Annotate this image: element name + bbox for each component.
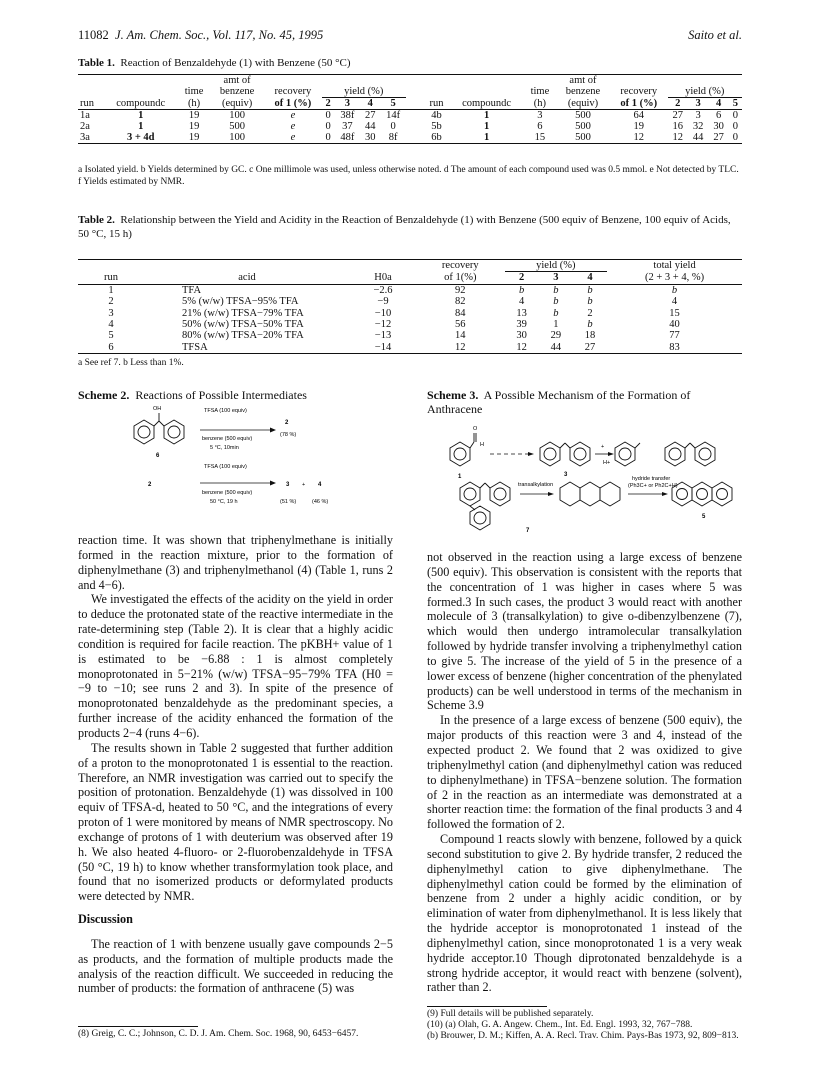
table-row <box>78 342 742 354</box>
cell: 0 <box>732 110 739 121</box>
cell: 0 <box>732 121 739 132</box>
table-row <box>78 319 742 330</box>
t1-run-head-b: run <box>429 97 444 109</box>
cell: 5 <box>108 330 114 342</box>
cell: 1 <box>483 121 490 132</box>
t2-col2: 2 <box>519 272 525 284</box>
cell: 37 <box>342 121 353 132</box>
cell: e <box>290 121 296 132</box>
r1-reagent-top: TFSA (100 equiv) <box>204 408 247 414</box>
hplus-label: H+ <box>603 460 611 466</box>
scheme2-drawing <box>100 402 400 517</box>
cell: b <box>587 296 593 308</box>
t1-run-head: run <box>80 97 94 109</box>
cell: 13 <box>516 307 527 319</box>
cell: 19 <box>188 110 200 121</box>
cell: 83 <box>669 341 680 353</box>
table-row <box>78 121 742 132</box>
cell: −10 <box>374 307 392 319</box>
cell: 27 <box>365 110 376 121</box>
t1-time-line2-b: (h) <box>533 97 547 109</box>
r2-yield3: (51 %) <box>280 499 297 505</box>
t1-col4: 4 <box>367 98 373 109</box>
cell: 84 <box>455 307 466 319</box>
cell: 19 <box>188 132 200 143</box>
table1-caption-label: Table 1. <box>78 57 115 69</box>
scheme2-caption-text: Reactions of Possible Intermediates <box>135 388 307 402</box>
table1-caption <box>78 56 351 70</box>
cell: 14f <box>386 110 401 121</box>
page-number: 11082 <box>78 28 109 42</box>
t1-amt-line2-b: benzene <box>565 86 601 98</box>
t1-compound-head-b: compoundc <box>462 97 512 109</box>
mech-label-3: 3 <box>564 472 568 478</box>
hydride-reagent-label: (Ph3C+ or Ph2C+H) <box>628 483 678 489</box>
t2-col4: 4 <box>587 272 593 284</box>
footnote-rule <box>78 1026 198 1027</box>
t2-recovery-line2: of 1(%) <box>444 272 477 284</box>
r1-product: 2 <box>285 420 289 426</box>
cell: −2.6 <box>373 284 393 296</box>
cell: TFSA <box>182 341 208 353</box>
cell: 18 <box>584 330 596 342</box>
t1-recovery-line1: recovery <box>274 86 312 98</box>
cell: 12 <box>672 132 683 143</box>
footnote-8: (8) Greig, C. C.; Johnson, C. D. J. Am. Chem. Soc. 1968, 90, 6453−6457. <box>78 1029 359 1039</box>
cell: 2 <box>108 296 114 308</box>
cell: 82 <box>455 296 466 308</box>
cell: 44 <box>365 121 376 132</box>
running-header <box>78 28 742 48</box>
cell: b <box>587 319 593 331</box>
scheme3-caption-label: Scheme 3. <box>427 388 479 402</box>
author-names: Saito et al. <box>688 28 742 42</box>
t1-time-line1: time <box>184 86 204 98</box>
t1-col2: 2 <box>325 98 331 109</box>
cell: 30 <box>516 330 527 342</box>
cell: 44 <box>692 132 704 143</box>
cell: 4b <box>431 110 442 121</box>
cell: 1 <box>553 319 559 331</box>
cell: 48f <box>340 132 355 143</box>
cell: 38f <box>340 110 355 121</box>
t2-run-head: run <box>104 272 118 284</box>
cell: 500 <box>229 121 245 132</box>
header-left <box>78 28 323 43</box>
cell: 15 <box>534 132 546 143</box>
cell: 32 <box>692 121 704 132</box>
mech-plus: + <box>601 444 605 450</box>
cell: 19 <box>633 121 645 132</box>
cell: 16 <box>672 121 683 132</box>
cell: b <box>553 284 559 296</box>
cell: 40 <box>669 319 680 331</box>
cell: 12 <box>633 132 645 143</box>
left-footnotes <box>78 1026 393 1040</box>
cell: −12 <box>374 319 392 331</box>
cell: 12 <box>516 341 527 353</box>
cell: TFA <box>182 284 202 296</box>
r2-product4: 4 <box>318 482 322 488</box>
cell: 5% (w/w) TFSA−95% TFA <box>182 296 299 308</box>
scheme3-drawing <box>440 420 740 540</box>
cell: −14 <box>374 341 392 353</box>
cell: 2 <box>587 307 593 319</box>
t1-time-line1-b: time <box>530 86 550 98</box>
footnote-10a: (10) (a) Olah, G. A. Angew. Chem., Int. Ed. Engl. 1993, 32, 767−788. <box>427 1020 693 1030</box>
cell: 3 <box>108 307 114 319</box>
cell: 6 <box>108 341 114 353</box>
cell: 14 <box>455 330 466 342</box>
cell: 100 <box>229 132 245 143</box>
t2-recovery-line1: recovery <box>441 260 479 272</box>
cell: 1 <box>483 132 490 143</box>
body-paragraph: The results shown in Table 2 suggested that further addition of a proton to the monoprotonated 1 is essential to the reaction. Therefore, an NMR investigation was carried out to specify the position of protonation. Benzaldehyde (1) was dissolved in 100 equiv of TFSA-d, heated to 50 °C, and the integrations of every proton of 1 were monitored by means of NMR spectroscopy. No exchange of protons of 1 with deuterium was observed after 19 h. We also heated 4-fluoro- or 2-fluorobenzaldehyde in TFSA (50 °C, 19 h) to know whether transformylation took place, and found that no isomerized products or deformylated products were detected by NMR. <box>78 740 393 904</box>
o-atom-label: O <box>473 426 478 432</box>
scheme2-figure <box>100 402 400 517</box>
journal-citation: J. Am. Chem. Soc., Vol. 117, No. 45, 1995 <box>115 28 324 42</box>
scheme2-caption <box>78 388 307 402</box>
reaction-arrowhead-1 <box>270 428 276 433</box>
h-atom-label: H <box>480 442 484 448</box>
r1-yield: (78 %) <box>280 432 297 438</box>
cell: 15 <box>669 307 680 319</box>
cell: 21% (w/w) TFSA−79% TFA <box>182 307 304 319</box>
left-column <box>78 533 393 996</box>
oh-label: OH <box>153 406 162 412</box>
r1-reagent-bottom2: 5 °C, 10min <box>210 445 239 451</box>
table-row <box>78 296 742 307</box>
cell: 4 <box>519 296 525 308</box>
cell: b <box>553 296 559 308</box>
r2-reagent-bottom2: 50 °C, 19 h <box>210 499 238 505</box>
right-footnotes <box>427 1006 742 1042</box>
cell: 27 <box>584 341 596 353</box>
footnote-9: (9) Full details will be published separately. <box>427 1009 594 1019</box>
cell: 50% (w/w) TFSA−50% TFA <box>182 319 304 331</box>
body-paragraph: We investigated the effects of the acidity on the yield in order to deduce the protonated state of the reactive intermediate in the rate-determining step (Table 2). It is clear that a highly acidic condition is required for facile reaction. The pKBH+ value of 1 is estimated to be −6.88 : 1 is almost completely monoprotonated in 5−21% (w/w) TFSA−95−79% TFA (H0 = −9 to −10; see runs 2 and 3). In spite of the presence of monoprotonated benzaldehyde as the predominant species, a further increase of the acidity enhanced the formation of the products 2−4 (runs 4−6). <box>78 592 393 740</box>
t2-h0-head: H0a <box>374 272 392 284</box>
table-row <box>78 330 742 341</box>
r1-reagent-bottom1: benzene (500 equiv) <box>202 436 253 442</box>
cell: b <box>587 284 593 296</box>
mech-arrowhead-3 <box>548 492 554 496</box>
t1-col5: 5 <box>390 98 396 109</box>
mech-arrowhead-4 <box>662 492 668 496</box>
table2-footnote: a See ref 7. b Less than 1%. <box>78 358 184 368</box>
t1-compound-head: compoundc <box>116 97 166 109</box>
t2-col3: 3 <box>553 272 559 284</box>
transalkylation-label: transalkylation <box>518 482 554 488</box>
table2-caption-label: Table 2. <box>78 214 115 226</box>
cell: e <box>290 110 296 121</box>
scheme2-caption-label: Scheme 2. <box>78 388 130 402</box>
cell: 1 <box>108 284 114 296</box>
cell: −13 <box>374 330 392 342</box>
table-row <box>78 110 742 122</box>
mech-arrowhead-2 <box>608 452 614 456</box>
table2-caption <box>78 213 742 241</box>
cell: 77 <box>669 330 680 342</box>
cell: 6 <box>715 110 722 121</box>
cell: 2a <box>80 121 90 132</box>
cell: 56 <box>455 319 466 331</box>
footnote-rule <box>427 1006 547 1007</box>
cell: 4 <box>108 319 114 331</box>
r2-product3: 3 <box>286 482 290 488</box>
t2-yield-head: yield (%) <box>505 260 608 272</box>
cell: −9 <box>377 296 389 308</box>
cell: 0 <box>325 132 331 143</box>
table1-caption-text: Reaction of Benzaldehyde (1) with Benzene (50 °C) <box>120 57 351 69</box>
footnote-10b: (b) Brouwer, D. M.; Kiffen, A. A. Recl. Trav. Chim. Pays-Bas 1973, 92, 809−813. <box>427 1031 739 1041</box>
cell: 92 <box>455 284 466 296</box>
cell: b <box>671 284 678 296</box>
scheme3-figure <box>440 420 740 540</box>
cell: 0 <box>390 121 396 132</box>
t1-amt-line1-b: amt of <box>569 75 597 86</box>
t1-recovery-line1-b: recovery <box>620 86 658 98</box>
r2-yield4: (46 %) <box>312 499 329 505</box>
table2-caption-text: Relationship between the Yield and Acidity in the Reaction of Benzaldehyde (1) with Benzene (500 equiv of Benzene, 100 equiv of Acids, 50 °C, 15 h) <box>78 214 731 240</box>
table-row <box>78 132 742 144</box>
t1-col3: 3 <box>344 98 350 109</box>
cell: 3 <box>695 110 701 121</box>
hydride-transfer-label: hydride transfer <box>632 476 671 482</box>
scheme3-caption-text: A Possible Mechanism of the Formation of Anthracene <box>427 388 691 416</box>
cell: 500 <box>575 121 591 132</box>
cell: 8f <box>388 132 398 143</box>
r2-reagent-top: TFSA (100 equiv) <box>204 464 247 470</box>
cell: 4 <box>671 296 678 308</box>
t2-acid-head: acid <box>238 272 256 284</box>
right-column <box>427 550 742 995</box>
cell: e <box>290 132 296 143</box>
t1-amt-line1: amt of <box>223 75 251 86</box>
mech-label-5: 5 <box>702 514 706 520</box>
cell: 3a <box>80 132 90 143</box>
body-paragraph: not observed in the reaction using a large excess of benzene (500 equiv). This observation is consistent with the reports that the concentration of 1 was higher in cases where 5 was formed.3 In such cases, the product 3 would react with another molecule of 3 (transalkylation) to give o-dibenzylbenzene (7), which would then undergo intramolecular transalkylation followed by hydride transfer involving a triphenylmethyl cation to give 5. The increase of the yield of 5 in the presence of a lower excess of benzene (higher concentration of the phenylated products) can be well understood in terms of the mechanism in Scheme 3.9 <box>427 550 742 713</box>
cell: 1 <box>138 121 144 132</box>
cell: 64 <box>633 110 645 121</box>
body-paragraph: The reaction of 1 with benzene usually gave compounds 2−5 as products, and the formation of multiple products made the analysis of the reaction difficult. We succeeded in reducing the number of products: the formation of anthracene (5) was <box>78 936 393 996</box>
cell: 12 <box>455 341 466 353</box>
t1-amt-line3: (equiv) <box>221 97 253 109</box>
body-paragraph: reaction time. It was shown that triphenylmethane is initially formed in the reaction mixture, prior to the formation of diphenylmethane (3) and triphenylmethanol (4) (Table 1, runs 2 and 4−6). <box>78 533 393 592</box>
cell: 100 <box>229 110 245 121</box>
t2-total-line2: (2 + 3 + 4, %) <box>645 272 705 284</box>
cell: b <box>553 307 559 319</box>
cell: 29 <box>550 330 562 342</box>
cell: 6 <box>537 121 543 132</box>
cell: 1 <box>483 110 490 121</box>
t1-col5-b: 5 <box>732 98 739 109</box>
table-row <box>78 284 742 296</box>
cell: 80% (w/w) TFSA−20% TFA <box>182 330 304 342</box>
r2-reagent-bottom1: benzene (500 equiv) <box>202 490 253 496</box>
cell: 27 <box>713 132 724 143</box>
mech-label-7: 7 <box>526 528 530 534</box>
cell: 1 <box>138 110 144 121</box>
t1-time-line2: (h) <box>187 97 201 109</box>
section-heading: Discussion <box>78 912 133 927</box>
t2-total-line1: total yield <box>653 260 696 272</box>
r2-start: 2 <box>148 482 152 488</box>
cell: 5b <box>431 121 442 132</box>
cell: 6b <box>431 132 442 143</box>
t1-amt-line3-b: (equiv) <box>567 97 599 109</box>
t1-amt-line2: benzene <box>219 86 255 98</box>
cell: 39 <box>516 319 527 331</box>
cell: 500 <box>575 110 591 121</box>
t1-col2-b: 2 <box>675 98 681 109</box>
cell: 0 <box>732 132 739 143</box>
cell: 1a <box>80 110 90 121</box>
cell: 0 <box>325 121 331 132</box>
cell: 3 <box>537 110 543 121</box>
scheme3-caption <box>427 388 745 416</box>
cell: 27 <box>672 110 683 121</box>
cell: 44 <box>550 341 562 353</box>
cell: 30 <box>365 132 376 143</box>
reaction-arrowhead-2 <box>270 481 276 486</box>
cell: 0 <box>325 110 331 121</box>
r2-plus: + <box>302 482 306 488</box>
table1 <box>78 74 742 144</box>
mech-label-1: 1 <box>458 474 462 480</box>
cell: 3 + 4d <box>126 132 155 143</box>
t1-recovery-line2: of 1 (%) <box>274 97 312 109</box>
body-paragraph: Compound 1 reacts slowly with benzene, followed by a quick second substitution to give 2. By hydride transfer, 2 reduced the diphenylmethyl cation to give diphenylmethane. The diphenylmethyl cation could be formed by the elimination of benzene from 2 under a highly acidic condition, or by elimination of water from diphenylmethanol. It is less likely that the hydride acceptor is monoprotonated 1 instead of the diphenylmethyl cation, since monoprotonated 1 is a very weak hydride acceptor.10 Though diprotonated benzaldehyde is a strong hydride acceptor, it would react with benzene (solvent), rather than 2. <box>427 832 742 995</box>
table1-footnote: a Isolated yield. b Yields determined by GC. c One millimole was used, unless otherwise noted. d The amount of each compound used was 0.5 mmol. e Not detected by TLC. f Yields estimated by NMR. <box>78 165 739 187</box>
t1-yield-head-b: yield (%) <box>668 86 743 98</box>
body-paragraph: In the presence of a large excess of benzene (500 equiv), the major products of this reaction were 3 and 4, instead of the expected product 2. We found that 2 was oxidized to give triphenylmethyl cation (and diphenylmethyl cation was reduced to diphenylmethane) in TFSA−benzene solution. The formation of 2 in the reaction as an intermediate was demonstrated at a shorter reaction time: the formation of the final products 3 and 4 followed the formation of 2. <box>427 713 742 832</box>
cell: 500 <box>575 132 591 143</box>
cell: b <box>519 284 525 296</box>
mech-arrowhead-1 <box>528 452 534 456</box>
table-row <box>78 308 742 319</box>
compound6-label: 6 <box>156 453 160 459</box>
cell: 30 <box>713 121 724 132</box>
cell: 19 <box>188 121 200 132</box>
table2 <box>78 259 742 354</box>
t1-col4-b: 4 <box>715 98 722 109</box>
t1-col3-b: 3 <box>695 98 701 109</box>
t1-recovery-line2-b: of 1 (%) <box>620 97 658 109</box>
t1-yield-head: yield (%) <box>322 86 406 98</box>
